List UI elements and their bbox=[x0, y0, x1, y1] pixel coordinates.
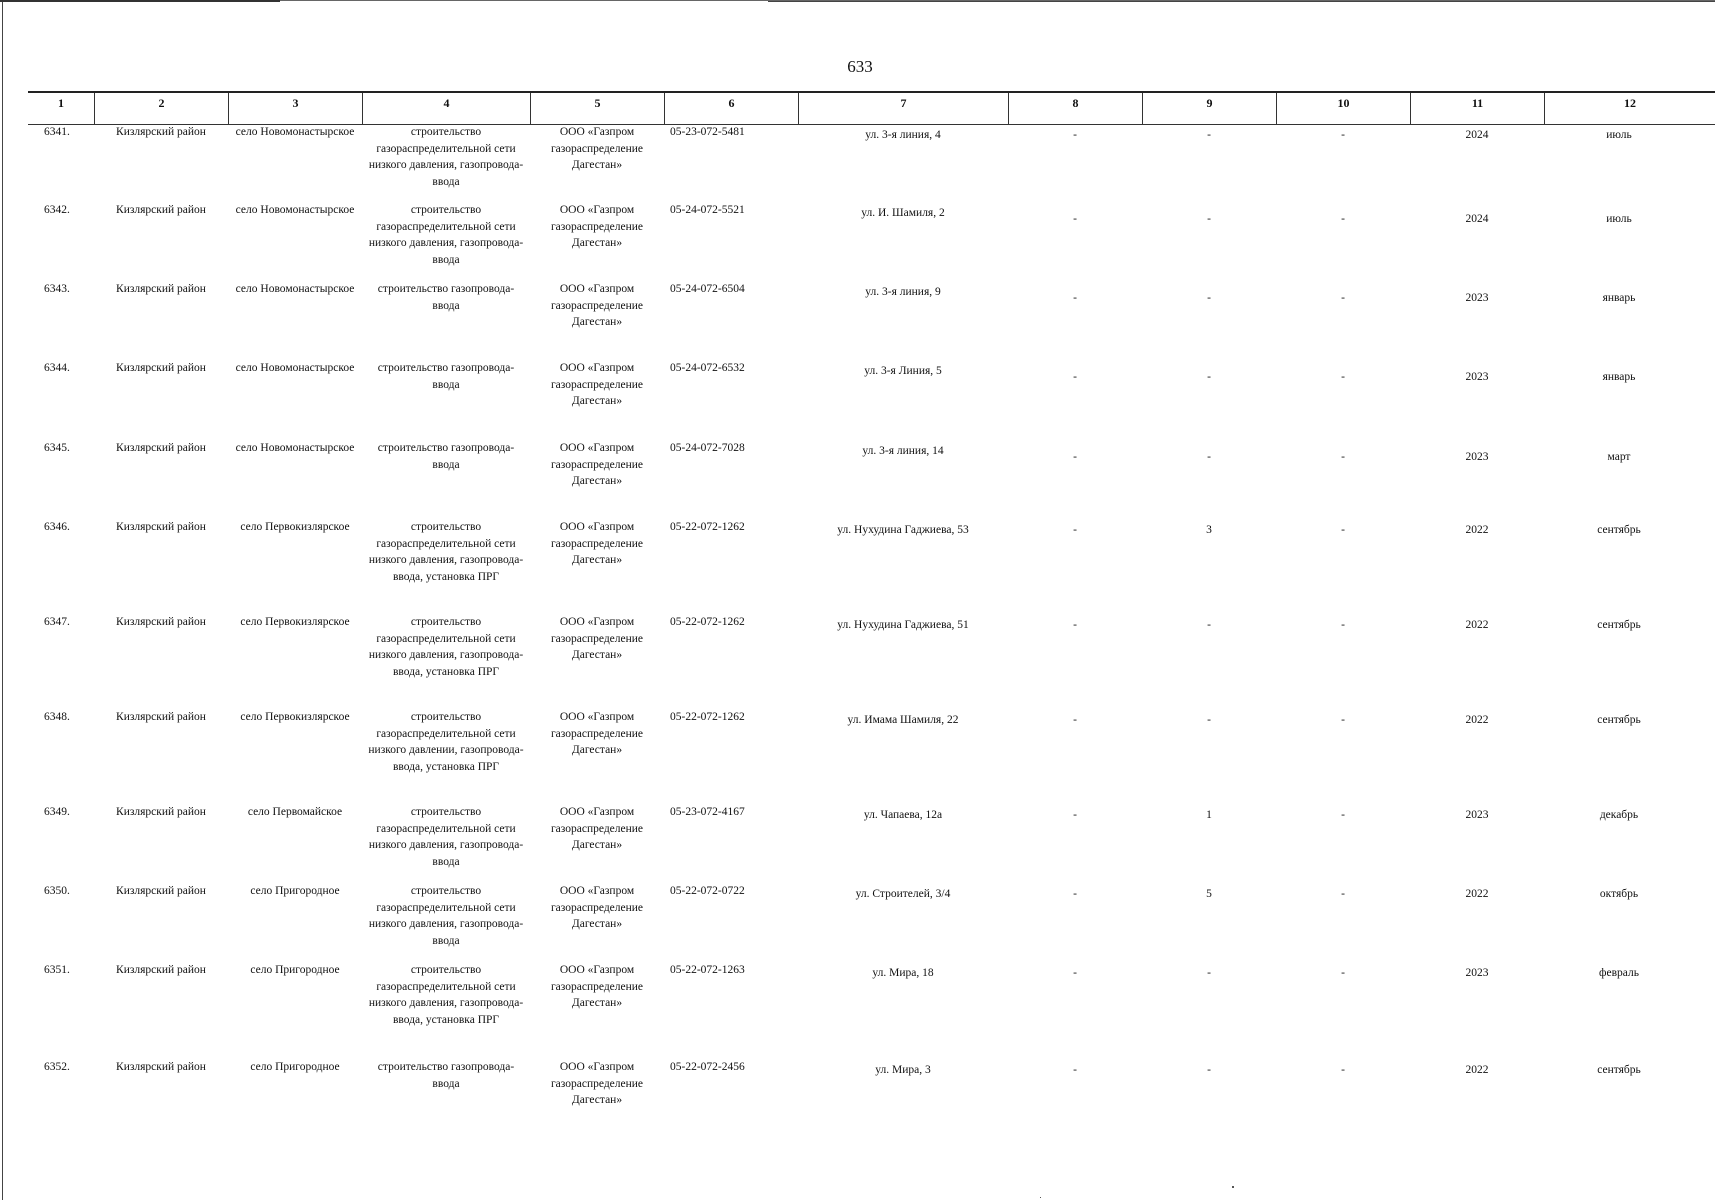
scan-edge-left bbox=[2, 0, 3, 1200]
settlement-cell: село Первокизлярское bbox=[240, 711, 350, 723]
column-8-cell: - bbox=[1073, 1064, 1077, 1076]
address-cell: ул. Нухудина Гаджиева, 51 bbox=[837, 619, 969, 631]
column-10-cell: - bbox=[1341, 129, 1345, 141]
column-header-8: 8 bbox=[1008, 93, 1142, 124]
year-cell: 2022 bbox=[1465, 619, 1489, 631]
year-cell: 2023 bbox=[1465, 967, 1489, 979]
column-9-cell: 5 bbox=[1206, 888, 1212, 900]
address-cell: ул. Имама Шамиля, 22 bbox=[847, 714, 959, 726]
code-cell: 05-22-072-1262 bbox=[670, 616, 745, 628]
address-cell: ул. 3-я линия, 9 bbox=[865, 286, 941, 298]
scan-speck bbox=[1232, 1186, 1234, 1188]
settlement-cell: село Первокизлярское bbox=[240, 521, 350, 533]
column-9-cell: 1 bbox=[1206, 809, 1212, 821]
organization-cell: ООО «Газпром газораспределение Дагестан» bbox=[550, 1061, 644, 1106]
district-cell: Кизлярский район bbox=[116, 1061, 206, 1073]
district-cell: Кизлярский район bbox=[116, 964, 206, 976]
work-description-cell: строительство газораспределительной сети низкого давления, газопровода-ввода, установка ПРГ bbox=[368, 521, 524, 583]
row-number: 6346. bbox=[44, 521, 70, 533]
column-10-cell: - bbox=[1341, 213, 1345, 225]
column-header-10: 10 bbox=[1276, 93, 1410, 124]
year-cell: 2023 bbox=[1465, 371, 1489, 383]
month-cell: январь bbox=[1602, 371, 1636, 383]
organization-cell: ООО «Газпром газораспределение Дагестан» bbox=[550, 362, 644, 407]
column-8-cell: - bbox=[1073, 451, 1077, 463]
month-cell: январь bbox=[1602, 292, 1636, 304]
column-header-7: 7 bbox=[798, 93, 1008, 124]
organization-cell: ООО «Газпром газораспределение Дагестан» bbox=[550, 806, 644, 851]
work-description-cell: строительство газораспределительной сети низкого давления, газопровода-ввода bbox=[368, 204, 524, 266]
year-cell: 2022 bbox=[1465, 714, 1489, 726]
month-cell: февраль bbox=[1599, 967, 1639, 979]
row-number: 6342. bbox=[44, 204, 70, 216]
settlement-cell: село Новомонастырское bbox=[235, 442, 355, 454]
column-8-cell: - bbox=[1073, 213, 1077, 225]
row-number: 6348. bbox=[44, 711, 70, 723]
column-9-cell: - bbox=[1207, 451, 1211, 463]
column-10-cell: - bbox=[1341, 714, 1345, 726]
organization-cell: ООО «Газпром газораспределение Дагестан» bbox=[550, 442, 644, 487]
district-cell: Кизлярский район bbox=[116, 616, 206, 628]
scan-edge-top-right bbox=[768, 1, 1715, 2]
column-10-cell: - bbox=[1341, 451, 1345, 463]
column-header-5: 5 bbox=[530, 93, 664, 124]
column-header-6: 6 bbox=[664, 93, 798, 124]
address-cell: ул. Нухудина Гаджиева, 53 bbox=[837, 524, 969, 536]
settlement-cell: село Первокизлярское bbox=[240, 616, 350, 628]
row-number: 6341. bbox=[44, 126, 70, 138]
row-number: 6351. bbox=[44, 964, 70, 976]
column-10-cell: - bbox=[1341, 888, 1345, 900]
column-10-cell: - bbox=[1341, 619, 1345, 631]
code-cell: 05-24-072-7028 bbox=[670, 442, 745, 454]
column-header-1: 1 bbox=[58, 96, 64, 110]
organization-cell: ООО «Газпром газораспределение Дагестан» bbox=[550, 283, 644, 328]
address-cell: ул. 3-я Линия, 5 bbox=[864, 365, 942, 377]
month-cell: июль bbox=[1606, 213, 1632, 225]
column-8-cell: - bbox=[1073, 714, 1077, 726]
work-description-cell: строительство газопровода-ввода bbox=[377, 1061, 515, 1090]
settlement-cell: село Новомонастырское bbox=[235, 362, 355, 374]
column-9-cell: - bbox=[1207, 1064, 1211, 1076]
address-cell: ул. Мира, 18 bbox=[872, 967, 934, 979]
district-cell: Кизлярский район bbox=[116, 362, 206, 374]
work-description-cell: строительство газораспределительной сети низкого давления, газопровода-ввода, установка ПРГ bbox=[368, 964, 524, 1026]
year-cell: 2023 bbox=[1465, 292, 1489, 304]
column-header-9: 9 bbox=[1142, 93, 1276, 124]
row-number: 6344. bbox=[44, 362, 70, 374]
settlement-cell: село Пригородное bbox=[250, 885, 340, 897]
month-cell: март bbox=[1607, 451, 1631, 463]
year-cell: 2022 bbox=[1465, 524, 1489, 536]
column-9-cell: - bbox=[1207, 213, 1211, 225]
year-cell: 2023 bbox=[1465, 809, 1489, 821]
settlement-cell: село Новомонастырское bbox=[235, 204, 355, 216]
address-cell: ул. И. Шамиля, 2 bbox=[861, 207, 945, 219]
district-cell: Кизлярский район bbox=[116, 521, 206, 533]
code-cell: 05-24-072-5521 bbox=[670, 204, 745, 216]
work-description-cell: строительство газораспределительной сети низкого давлении, газопровода-ввода, установка ПРГ bbox=[368, 711, 524, 773]
row-number: 6349. bbox=[44, 806, 70, 818]
column-10-cell: - bbox=[1341, 524, 1345, 536]
column-10-cell: - bbox=[1341, 1064, 1345, 1076]
code-cell: 05-24-072-6532 bbox=[670, 362, 745, 374]
district-cell: Кизлярский район bbox=[116, 442, 206, 454]
month-cell: сентябрь bbox=[1597, 714, 1641, 726]
settlement-cell: село Первомайское bbox=[247, 806, 343, 818]
settlement-cell: село Пригородное bbox=[250, 1061, 340, 1073]
column-9-cell: - bbox=[1207, 714, 1211, 726]
column-9-cell: - bbox=[1207, 371, 1211, 383]
address-cell: ул. Строителей, 3/4 bbox=[855, 888, 951, 900]
code-cell: 05-22-072-2456 bbox=[670, 1061, 745, 1073]
address-cell: ул. Чапаева, 12а bbox=[863, 809, 943, 821]
district-cell: Кизлярский район bbox=[116, 283, 206, 295]
year-cell: 2022 bbox=[1465, 888, 1489, 900]
column-8-cell: - bbox=[1073, 129, 1077, 141]
column-10-cell: - bbox=[1341, 371, 1345, 383]
year-cell: 2022 bbox=[1465, 1064, 1489, 1076]
work-description-cell: строительство газопровода-ввода bbox=[377, 362, 515, 391]
organization-cell: ООО «Газпром газораспределение Дагестан» bbox=[550, 885, 644, 930]
address-cell: ул. Мира, 3 bbox=[875, 1064, 931, 1076]
organization-cell: ООО «Газпром газораспределение Дагестан» bbox=[550, 616, 644, 661]
address-cell: ул. 3-я линия, 14 bbox=[862, 445, 944, 457]
row-number: 6345. bbox=[44, 442, 70, 454]
month-cell: сентябрь bbox=[1597, 524, 1641, 536]
settlement-cell: село Пригородное bbox=[250, 964, 340, 976]
month-cell: сентябрь bbox=[1597, 619, 1641, 631]
work-description-cell: строительство газораспределительной сети низкого давления, газопровода-ввода bbox=[368, 806, 524, 868]
row-number: 6347. bbox=[44, 616, 70, 628]
district-cell: Кизлярский район bbox=[116, 204, 206, 216]
month-cell: июль bbox=[1606, 129, 1632, 141]
row-number: 6343. bbox=[44, 283, 70, 295]
column-header-3: 3 bbox=[228, 93, 362, 124]
district-cell: Кизлярский район bbox=[116, 711, 206, 723]
district-cell: Кизлярский район bbox=[116, 126, 206, 138]
column-header-11: 11 bbox=[1410, 93, 1544, 124]
column-8-cell: - bbox=[1073, 888, 1077, 900]
column-8-cell: - bbox=[1073, 292, 1077, 304]
column-10-cell: - bbox=[1341, 292, 1345, 304]
column-8-cell: - bbox=[1073, 371, 1077, 383]
code-cell: 05-24-072-6504 bbox=[670, 283, 745, 295]
row-number: 6350. bbox=[44, 885, 70, 897]
month-cell: сентябрь bbox=[1597, 1064, 1641, 1076]
page-number: 633 bbox=[847, 57, 873, 76]
code-cell: 05-22-072-0722 bbox=[670, 885, 745, 897]
work-description-cell: строительство газопровода-ввода bbox=[377, 442, 515, 471]
column-8-cell: - bbox=[1073, 967, 1077, 979]
scan-edge-top-mark bbox=[0, 0, 280, 2]
column-9-cell: - bbox=[1207, 292, 1211, 304]
work-description-cell: строительство газораспределительной сети низкого давления, газопровода-ввода, установка ПРГ bbox=[368, 616, 524, 678]
organization-cell: ООО «Газпром газораспределение Дагестан» bbox=[550, 964, 644, 1009]
year-cell: 2024 bbox=[1465, 129, 1489, 141]
settlement-cell: село Новомонастырское bbox=[235, 283, 355, 295]
settlement-cell: село Новомонастырское bbox=[235, 126, 355, 138]
address-cell: ул. 3-я линия, 4 bbox=[865, 129, 941, 141]
year-cell: 2024 bbox=[1465, 213, 1489, 225]
work-description-cell: строительство газопровода-ввода bbox=[377, 283, 515, 312]
column-9-cell: - bbox=[1207, 129, 1211, 141]
organization-cell: ООО «Газпром газораспределение Дагестан» bbox=[550, 711, 644, 756]
code-cell: 05-22-072-1262 bbox=[670, 711, 745, 723]
column-header-4: 4 bbox=[362, 93, 530, 124]
column-header-2: 2 bbox=[94, 93, 228, 124]
district-cell: Кизлярский район bbox=[116, 885, 206, 897]
code-cell: 05-22-072-1263 bbox=[670, 964, 745, 976]
table-header-row bbox=[28, 93, 1715, 125]
column-9-cell: 3 bbox=[1206, 524, 1212, 536]
scan-speck bbox=[1040, 1197, 1041, 1198]
year-cell: 2023 bbox=[1465, 451, 1489, 463]
code-cell: 05-23-072-5481 bbox=[670, 126, 745, 138]
column-8-cell: - bbox=[1073, 524, 1077, 536]
column-8-cell: - bbox=[1073, 619, 1077, 631]
column-10-cell: - bbox=[1341, 809, 1345, 821]
column-header-12: 12 bbox=[1544, 93, 1715, 124]
organization-cell: ООО «Газпром газораспределение Дагестан» bbox=[550, 204, 644, 249]
district-cell: Кизлярский район bbox=[116, 806, 206, 818]
month-cell: октябрь bbox=[1599, 888, 1639, 900]
work-description-cell: строительство газораспределительной сети низкого давления, газопровода-ввода bbox=[368, 126, 524, 188]
column-9-cell: - bbox=[1207, 967, 1211, 979]
organization-cell: ООО «Газпром газораспределение Дагестан» bbox=[550, 126, 644, 171]
organization-cell: ООО «Газпром газораспределение Дагестан» bbox=[550, 521, 644, 566]
month-cell: декабрь bbox=[1599, 809, 1639, 821]
code-cell: 05-22-072-1262 bbox=[670, 521, 745, 533]
column-9-cell: - bbox=[1207, 619, 1211, 631]
row-number: 6352. bbox=[44, 1061, 70, 1073]
code-cell: 05-23-072-4167 bbox=[670, 806, 745, 818]
work-description-cell: строительство газораспределительной сети низкого давления, газопровода-ввода bbox=[368, 885, 524, 947]
column-10-cell: - bbox=[1341, 967, 1345, 979]
column-8-cell: - bbox=[1073, 809, 1077, 821]
